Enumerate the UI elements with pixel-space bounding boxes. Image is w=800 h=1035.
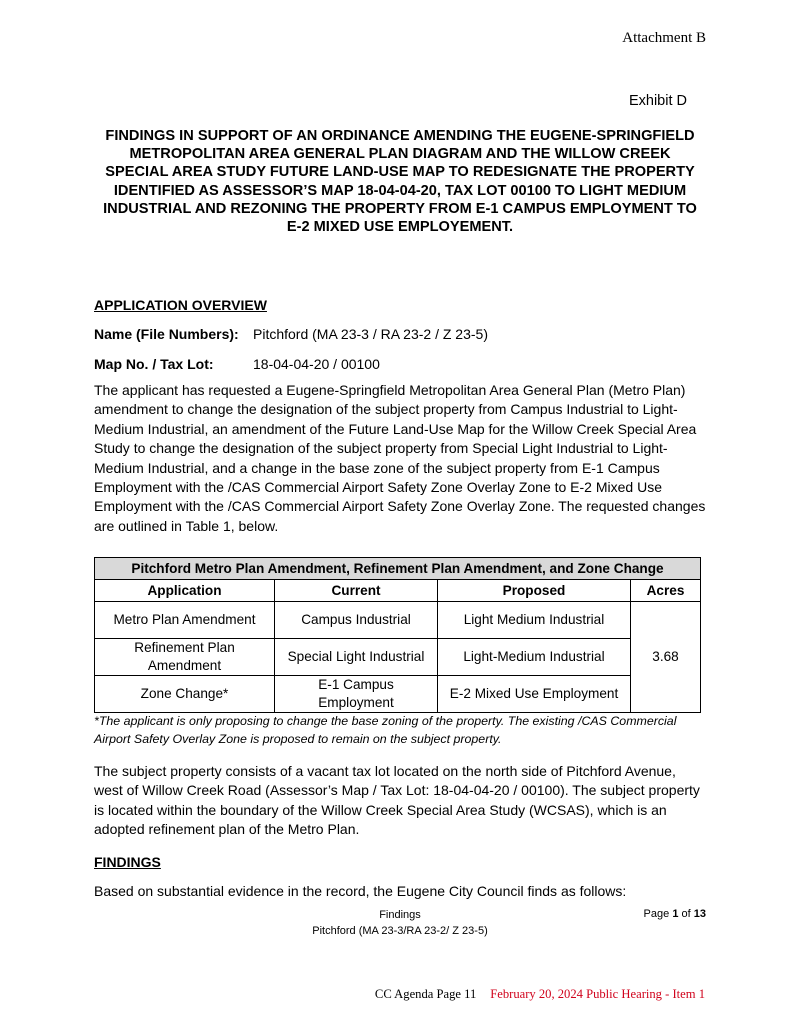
application-overview-heading: APPLICATION OVERVIEW <box>94 297 267 313</box>
table-header-application: Application <box>95 580 275 602</box>
table-cell: Special Light Industrial <box>275 639 438 676</box>
table-cell: Refinement Plan Amendment <box>95 639 275 676</box>
table-cell: Metro Plan Amendment <box>95 602 275 639</box>
property-paragraph: The subject property consists of a vacant tax lot located on the north side of Pitchford Avenue, west of Willow Creek Road (Assessor’s Map / Tax Lot: 18-04-04-20 / 00100). The subject property is located within the boundary of the Willow Creek Special Area Study (WCSAS), which is an adopted refinement plan of the Metro Plan. <box>94 763 700 838</box>
file-numbers-row <box>94 326 488 342</box>
file-numbers-value: Pitchford (MA 23-3 / RA 23-2 / Z 23-5) <box>253 326 488 342</box>
table-header-acres: Acres <box>631 580 701 602</box>
footer-file: Pitchford (MA 23-3/RA 23-2/ Z 23-5) <box>312 924 488 937</box>
table-cell: Campus Industrial <box>275 602 438 639</box>
attachment-label: Attachment B <box>622 30 706 46</box>
findings-intro: Based on substantial evidence in the record, the Eugene City Council finds as follows: <box>94 883 627 899</box>
table-caption: Pitchford Metro Plan Amendment, Refinement Plan Amendment, and Zone Change <box>95 558 701 580</box>
page-prefix: Page <box>643 908 670 920</box>
table-cell: Light Medium Industrial <box>438 602 631 639</box>
table-row <box>95 676 701 713</box>
map-tax-lot-value: 18-04-04-20 / 00100 <box>253 356 380 372</box>
table-header-current: Current <box>275 580 438 602</box>
table-header-proposed: Proposed <box>438 580 631 602</box>
page-total: 13 <box>693 908 706 920</box>
document-title: FINDINGS IN SUPPORT OF AN ORDINANCE AMENDING THE EUGENE-SPRINGFIELD METROPOLITAN AREA GENERAL PLAN DIAGRAM AND THE WILLOW CREEK SPECIAL AREA STUDY FUTURE LAND-USE MAP TO REDESIGNATE THE PROPERTY IDENTIFIED AS ASSESSOR’S MAP 18-04-04-20, TAX LOT 00100 TO LIGHT MEDIUM INDUSTRIAL AND REZONING THE PROPERTY FROM E-1 CAMPUS EMPLOYMENT TO E-2 MIXED USE EMPLOYEMENT. <box>103 128 697 236</box>
overview-paragraph: The applicant has requested a Eugene-Springfield Metropolitan Area General Plan (Metro Plan) amendment to change the designation of the subject property from Campus Industrial to Light-Medium Industrial, an amendment of the Future Land-Use Map for the Willow Creek Special Area Study to change the designation of the subject property from Special Light Industrial to Light-Medium Industrial, and a change in the base zone of the subject property from E-1 Campus Employment with the /CAS Commercial Airport Safety Zone Overlay Zone to E-2 Mixed Use Employment with the /CAS Commercial Airport Safety Zone Overlay Zone. The requested changes are outlined in Table 1, below. <box>94 382 706 534</box>
findings-heading: FINDINGS <box>94 854 161 870</box>
page-number <box>644 908 706 920</box>
table-cell: Zone Change* <box>95 676 275 713</box>
map-tax-lot-row <box>94 356 380 372</box>
page-of: of <box>681 908 691 920</box>
agenda-hearing: February 20, 2024 Public Hearing - Item 1 <box>490 987 705 1001</box>
agenda-stamp <box>375 987 705 1002</box>
amendment-table <box>94 557 701 713</box>
table-cell: E-1 Campus Employment <box>275 676 438 713</box>
file-numbers-label: Name (File Numbers): <box>94 326 239 342</box>
table-cell: E-2 Mixed Use Employment <box>438 676 631 713</box>
map-tax-lot-label: Map No. / Tax Lot: <box>94 356 214 372</box>
table-footnote: *The applicant is only proposing to change the base zoning of the property. The existing /CAS Commercial Airport Safety Overlay Zone is proposed to remain on the subject property. <box>94 714 677 746</box>
agenda-page: CC Agenda Page 11 <box>374 987 477 1001</box>
table-cell-acres: 3.68 <box>631 602 701 713</box>
table-cell: Light-Medium Industrial <box>438 639 631 676</box>
table-row <box>95 639 701 676</box>
table-row <box>95 602 701 639</box>
page-footer <box>250 908 550 939</box>
footer-title: Findings <box>379 909 421 921</box>
page-current: 1 <box>672 908 679 920</box>
exhibit-label: Exhibit D <box>628 93 687 109</box>
